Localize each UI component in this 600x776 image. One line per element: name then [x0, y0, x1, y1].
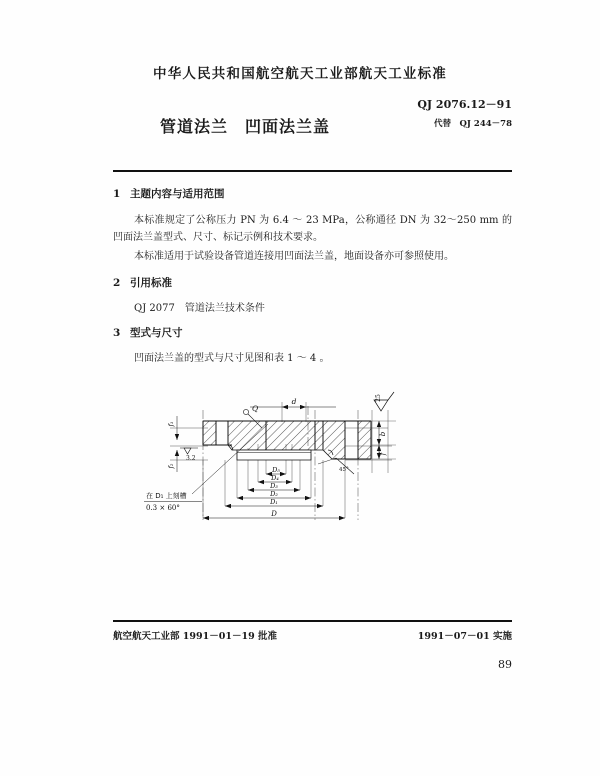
replaces-standard: 代替 QJ 244－78	[434, 119, 512, 129]
dimension-label-D2: D₂	[270, 490, 278, 498]
roughness-value-label: 3.2	[186, 455, 196, 462]
section-number-2: 2	[113, 277, 121, 289]
header-divider	[113, 170, 512, 172]
standard-number: QJ 2076.12－91	[417, 98, 512, 111]
footer-divider	[113, 620, 512, 622]
figure-note-line-1: 在 D₁ 上刻槽	[146, 492, 187, 500]
section-title-2: 引用标准	[130, 277, 172, 289]
page-title: 管道法兰 凹面法兰盖	[159, 117, 330, 136]
dimension-label-f1: f₁	[167, 421, 175, 427]
section-number-1: 1	[113, 188, 121, 200]
section-1-paragraph-2: 本标准适用于试验设备管道连接用凹面法兰盖，地面设备亦可参照使用。	[134, 251, 454, 262]
flange-cover-drawing	[140, 388, 485, 533]
implementation-date: 1991－07－01 实施	[417, 631, 512, 642]
dimension-label-D1: D₁	[270, 498, 278, 506]
section-1-paragraph-1: 本标准规定了公称压力 PN 为 6.4 ～ 23 MPa，公称通径 DN 为 32～250 mm 的凹面法兰盖型式、尺寸、标记示例和技术要求。	[113, 215, 512, 243]
surface-finish-value: 25	[375, 394, 382, 402]
dimension-label-f2: f₂	[167, 463, 175, 469]
page-number: 89	[498, 658, 512, 671]
dimension-label-f: f	[379, 452, 387, 456]
section-title-1: 主题内容与适用范围	[130, 188, 225, 200]
section-2-paragraph-1: QJ 2077 管道法兰技术条件	[134, 303, 265, 314]
section-heading-1	[113, 186, 225, 201]
dimension-label-D: D	[271, 510, 277, 518]
section-heading-3	[113, 325, 183, 340]
section-heading-2	[113, 275, 172, 290]
dimension-label-D3: D₃	[270, 482, 278, 490]
dimension-label-D5: D₅	[272, 466, 280, 474]
section-title-3: 型式与尺寸	[130, 327, 183, 339]
approval-statement: 航空航天工业部 1991－01－19 批准	[113, 631, 277, 642]
dimension-label-D4: D₄	[271, 474, 279, 482]
dimension-label-d: d	[291, 397, 297, 406]
leader-label-Q: Q	[252, 404, 259, 413]
dimension-label-b: b	[379, 431, 387, 437]
angle-label-45: 45°	[339, 467, 349, 473]
section-number-3: 3	[113, 327, 121, 339]
section-3-paragraph-1: 凹面法兰盖的型式与尺寸见图和表 1 ～ 4 。	[134, 353, 330, 364]
issuing-organization: 中华人民共和国航空航天工业部航天工业标准	[153, 66, 447, 82]
figure-note-line-2: 0.3 × 60°	[146, 504, 180, 512]
